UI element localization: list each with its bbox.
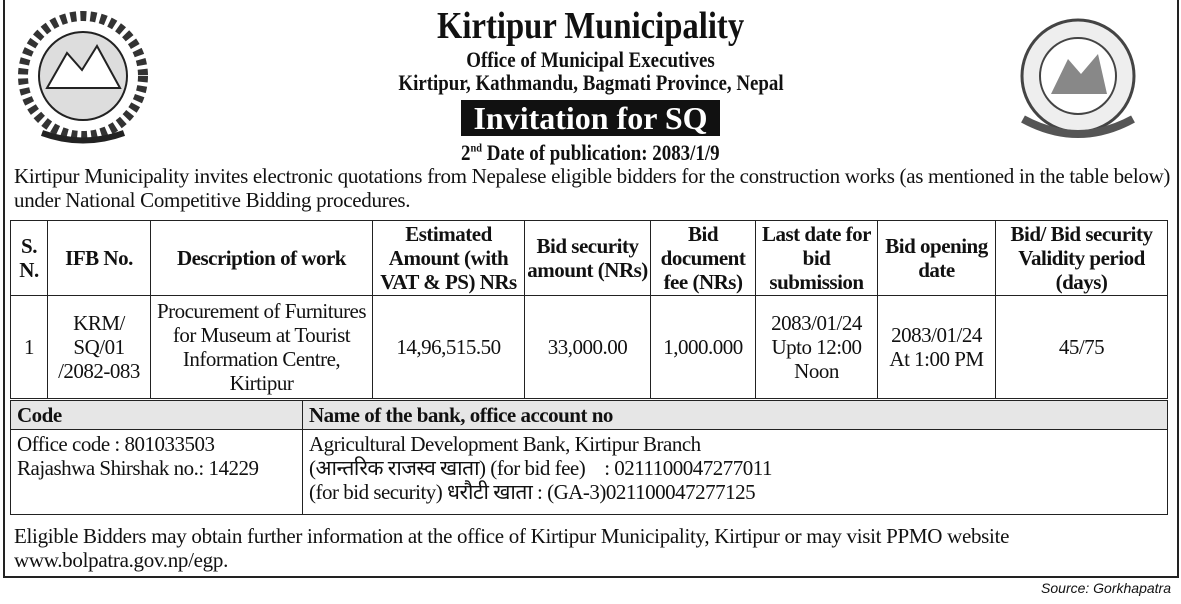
col-header: Bid document fee (NRs) <box>651 221 756 296</box>
cell: 14,96,515.50 <box>373 296 525 399</box>
office-name: Office of Municipal Executives <box>466 47 715 72</box>
source-credit: Source: Gorkhapatra <box>1041 580 1171 596</box>
intro-paragraph: Kirtipur Municipality invites electronic quotations from Nepalese eligible bidders for the construction works (as mentioned in the table below) under National Competitive Bidding procedures. <box>14 164 1171 212</box>
col-header: Bid opening date <box>878 221 996 296</box>
code-header: Code <box>11 401 303 430</box>
col-header: S. N. <box>11 221 48 296</box>
bank-row <box>11 430 1168 515</box>
col-header: Bid/ Bid security Validity period (days) <box>996 221 1168 296</box>
invitation-banner: Invitation for SQ <box>0 100 1181 136</box>
cell: Procurement of Furnitures for Museum at Tourist Information Centre, Kirtipur <box>151 296 373 399</box>
col-header: Bid security amount (NRs) <box>525 221 651 296</box>
bank-name: Agricultural Development Bank, Kirtipur Branch <box>309 432 701 456</box>
col-header: IFB No. <box>48 221 151 296</box>
bid-table <box>10 220 1168 399</box>
cell: 1,000.000 <box>651 296 756 399</box>
footer-paragraph: Eligible Bidders may obtain further information at the office of Kirtipur Municipality, Kirtipur or may visit PPMO website www.bolpatra.gov.np/egp. <box>14 524 1010 572</box>
bank-header: Name of the bank, office account no <box>303 401 1168 430</box>
table-header-row <box>11 221 1168 296</box>
table-row <box>11 296 1168 399</box>
bank-header-row <box>11 401 1168 430</box>
page-title: Kirtipur Municipality <box>436 5 745 47</box>
bank-table <box>10 400 1168 515</box>
office-code: Office code : 801033503 <box>17 432 215 456</box>
col-header: Description of work <box>151 221 373 296</box>
publication-date: 2nd Date of publication: 2083/1/9 <box>461 140 720 165</box>
cell: 45/75 <box>996 296 1168 399</box>
cell: 2083/01/24 At 1:00 PM <box>878 296 996 399</box>
cell: 1 <box>11 296 48 399</box>
cell: 33,000.00 <box>525 296 651 399</box>
col-header: Last date for bid submission <box>756 221 878 296</box>
shirshak-no: Rajashwa Shirshak no.: 14229 <box>17 456 259 480</box>
cell: KRM/ SQ/01 /2082-083 <box>48 296 151 399</box>
security-account: (for bid security) धरौटी खाता : (GA-3)021100047277125 <box>309 480 756 504</box>
address: Kirtipur, Kathmandu, Bagmati Province, Nepal <box>397 70 784 95</box>
col-header: Estimated Amount (with VAT & PS) NRs <box>373 221 525 296</box>
fee-account: (आन्तरिक राजस्व खाता) (for bid fee) : 0211100047277011 <box>309 456 772 480</box>
cell: 2083/01/24 Upto 12:00 Noon <box>756 296 878 399</box>
